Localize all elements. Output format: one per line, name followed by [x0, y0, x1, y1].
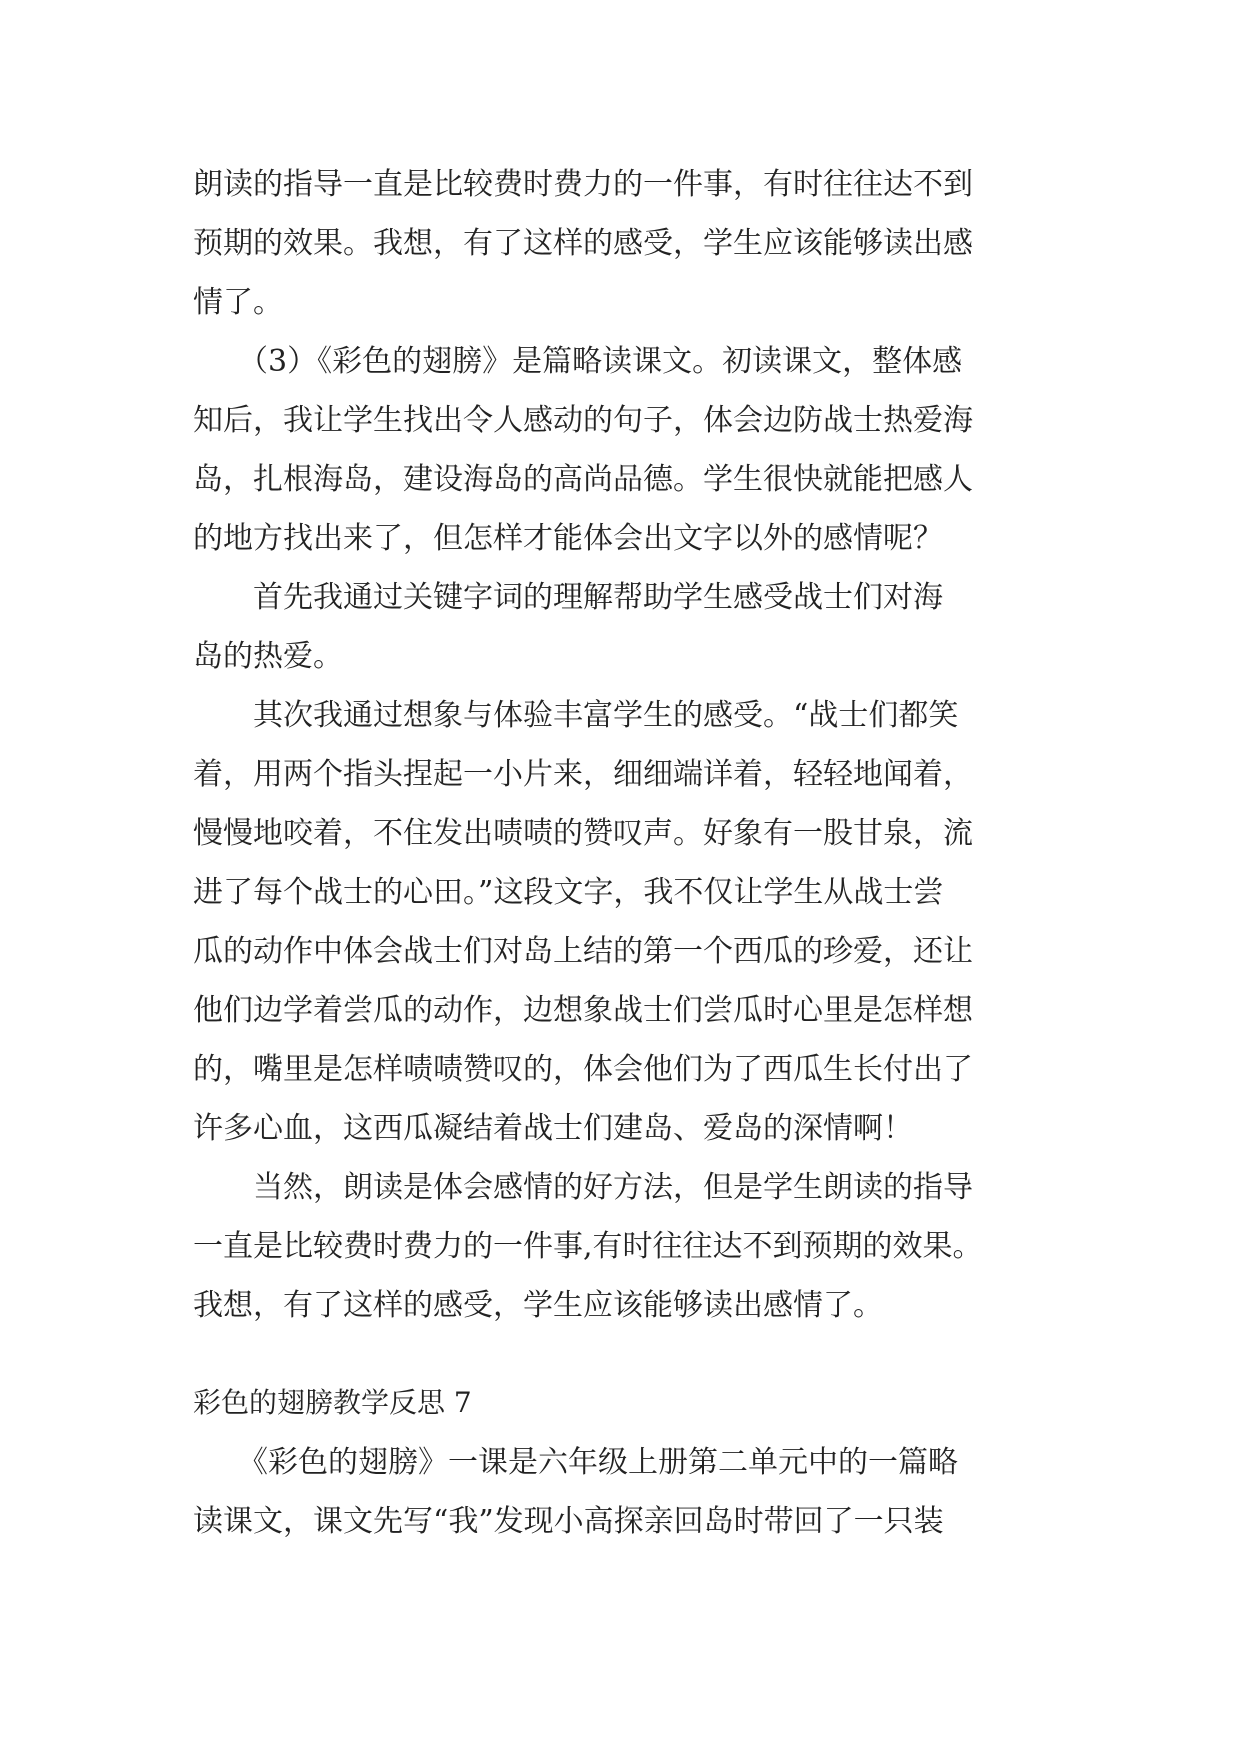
text-line: 知后，我让学生找出令人感动的句子，体会边防战士热爱海 [193, 403, 973, 438]
text-line: 瓜的动作中体会战士们对岛上结的第一个西瓜的珍爱，还让 [193, 934, 973, 969]
text-line: 岛，扎根海岛，建设海岛的高尚品德。学生很快就能把感人 [193, 462, 973, 497]
text-line: 读课文，课文先写“我”发现小高探亲回岛时带回了一只装 [193, 1504, 944, 1539]
text-line: 预期的效果。我想，有了这样的感受，学生应该能够读出感 [193, 226, 973, 261]
section-heading: 彩色的翅膀教学反思 7 [193, 1386, 472, 1419]
text-line: 朗读的指导一直是比较费时费力的一件事，有时往往达不到 [193, 167, 973, 202]
text-line: 的，嘴里是怎样啧啧赞叹的，体会他们为了西瓜生长付出了 [193, 1052, 973, 1087]
text-line: 当然，朗读是体会感情的好方法，但是学生朗读的指导 [193, 1170, 973, 1205]
text-line: （3）《彩色的翅膀》是篇略读课文。初读课文，整体感 [193, 344, 963, 379]
text-line: 情了。 [193, 285, 283, 320]
text-line: 岛的热爱。 [193, 639, 343, 674]
text-line: 首先我通过关键字词的理解帮助学生感受战士们对海 [193, 580, 943, 615]
text-line: 其次我通过想象与体验丰富学生的感受。“战士们都笑 [193, 698, 959, 733]
text-line: 的地方找出来了，但怎样才能体会出文字以外的感情呢？ [193, 521, 943, 556]
text-line: 慢慢地咬着，不住发出啧啧的赞叹声。好象有一股甘泉，流 [193, 816, 973, 851]
text-line: 他们边学着尝瓜的动作，边想象战士们尝瓜时心里是怎样想 [193, 993, 973, 1028]
text-line: 着，用两个指头捏起一小片来，细细端详着，轻轻地闻着， [193, 757, 973, 792]
text-line: 我想，有了这样的感受，学生应该能够读出感情了。 [193, 1288, 883, 1323]
text-line: 进了每个战士的心田。”这段文字，我不仅让学生从战士尝 [193, 875, 944, 910]
text-line: 许多心血，这西瓜凝结着战士们建岛、爱岛的深情啊！ [193, 1111, 913, 1146]
text-line: 一直是比较费时费力的一件事,有时往往达不到预期的效果。 [193, 1229, 983, 1264]
text-line: 《彩色的翅膀》一课是六年级上册第二单元中的一篇略 [193, 1445, 958, 1480]
